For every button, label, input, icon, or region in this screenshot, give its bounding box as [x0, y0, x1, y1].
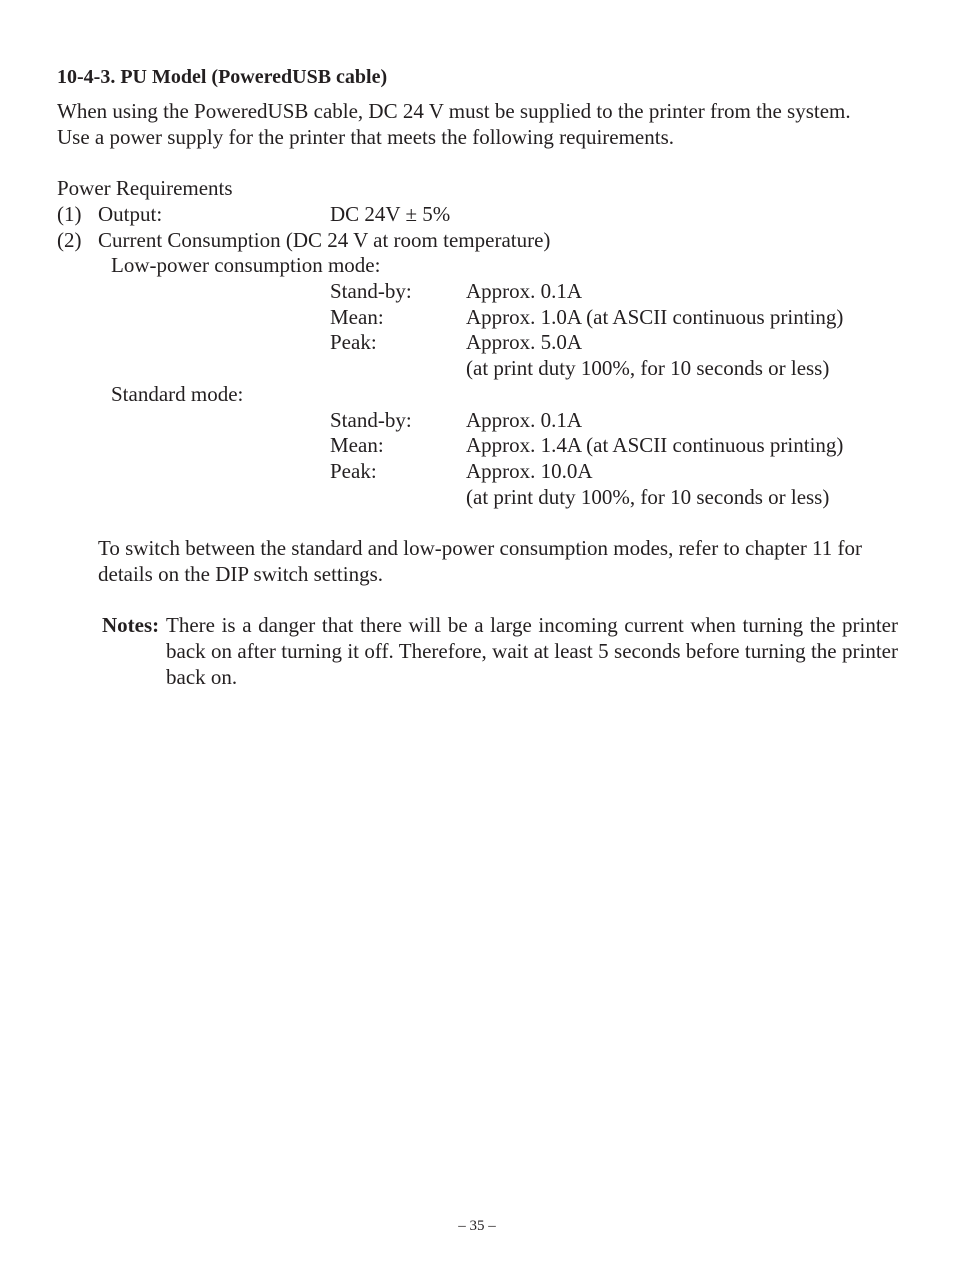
standard-mean-value: Approx. 1.4A (at ASCII continuous printing) [466, 433, 844, 457]
standard-standby-value: Approx. 0.1A [466, 408, 583, 432]
output-number: (1) [57, 202, 82, 226]
low-power-mode-heading: Low-power consumption mode: [111, 253, 381, 277]
low-power-mean-label: Mean: [330, 305, 384, 329]
switch-note-line-1: To switch between the standard and low-power consumption modes, refer to chapter 11 for [98, 536, 863, 560]
low-power-peak-note: (at print duty 100%, for 10 seconds or less) [466, 356, 830, 380]
output-value: DC 24V ± 5% [330, 202, 451, 226]
low-power-peak-value: Approx. 5.0A [466, 330, 583, 354]
standard-peak-value: Approx. 10.0A [466, 459, 593, 483]
switch-note-line-2: details on the DIP switch settings. [98, 562, 384, 586]
intro-line-1: When using the PoweredUSB cable, DC 24 V must be supplied to the printer from the system. [57, 99, 851, 123]
output-label: Output: [98, 202, 163, 226]
standard-mean-label: Mean: [330, 433, 384, 457]
standard-mode-heading: Standard mode: [111, 382, 244, 406]
standard-peak-note: (at print duty 100%, for 10 seconds or less) [466, 485, 830, 509]
intro-line-2: Use a power supply for the printer that meets the following requirements. [57, 125, 674, 149]
notes-label: Notes: [102, 613, 160, 637]
low-power-mean-value: Approx. 1.0A (at ASCII continuous printing) [466, 305, 844, 329]
low-power-peak-label: Peak: [330, 330, 377, 354]
notes-text: There is a danger that there will be a large incoming current when turning the printer back on after turning it off. Therefore, wait at least 5 seconds before turning the printer back on. [166, 613, 898, 689]
standard-peak-label: Peak: [330, 459, 377, 483]
current-number: (2) [57, 228, 82, 252]
page-number: – 35 – [458, 1218, 496, 1234]
standard-standby-label: Stand-by: [330, 408, 412, 432]
current-label: Current Consumption (DC 24 V at room temperature) [98, 228, 551, 252]
power-requirements-heading: Power Requirements [57, 176, 233, 200]
low-power-standby-label: Stand-by: [330, 279, 412, 303]
section-title: 10-4-3. PU Model (PoweredUSB cable) [57, 66, 388, 88]
low-power-standby-value: Approx. 0.1A [466, 279, 583, 303]
